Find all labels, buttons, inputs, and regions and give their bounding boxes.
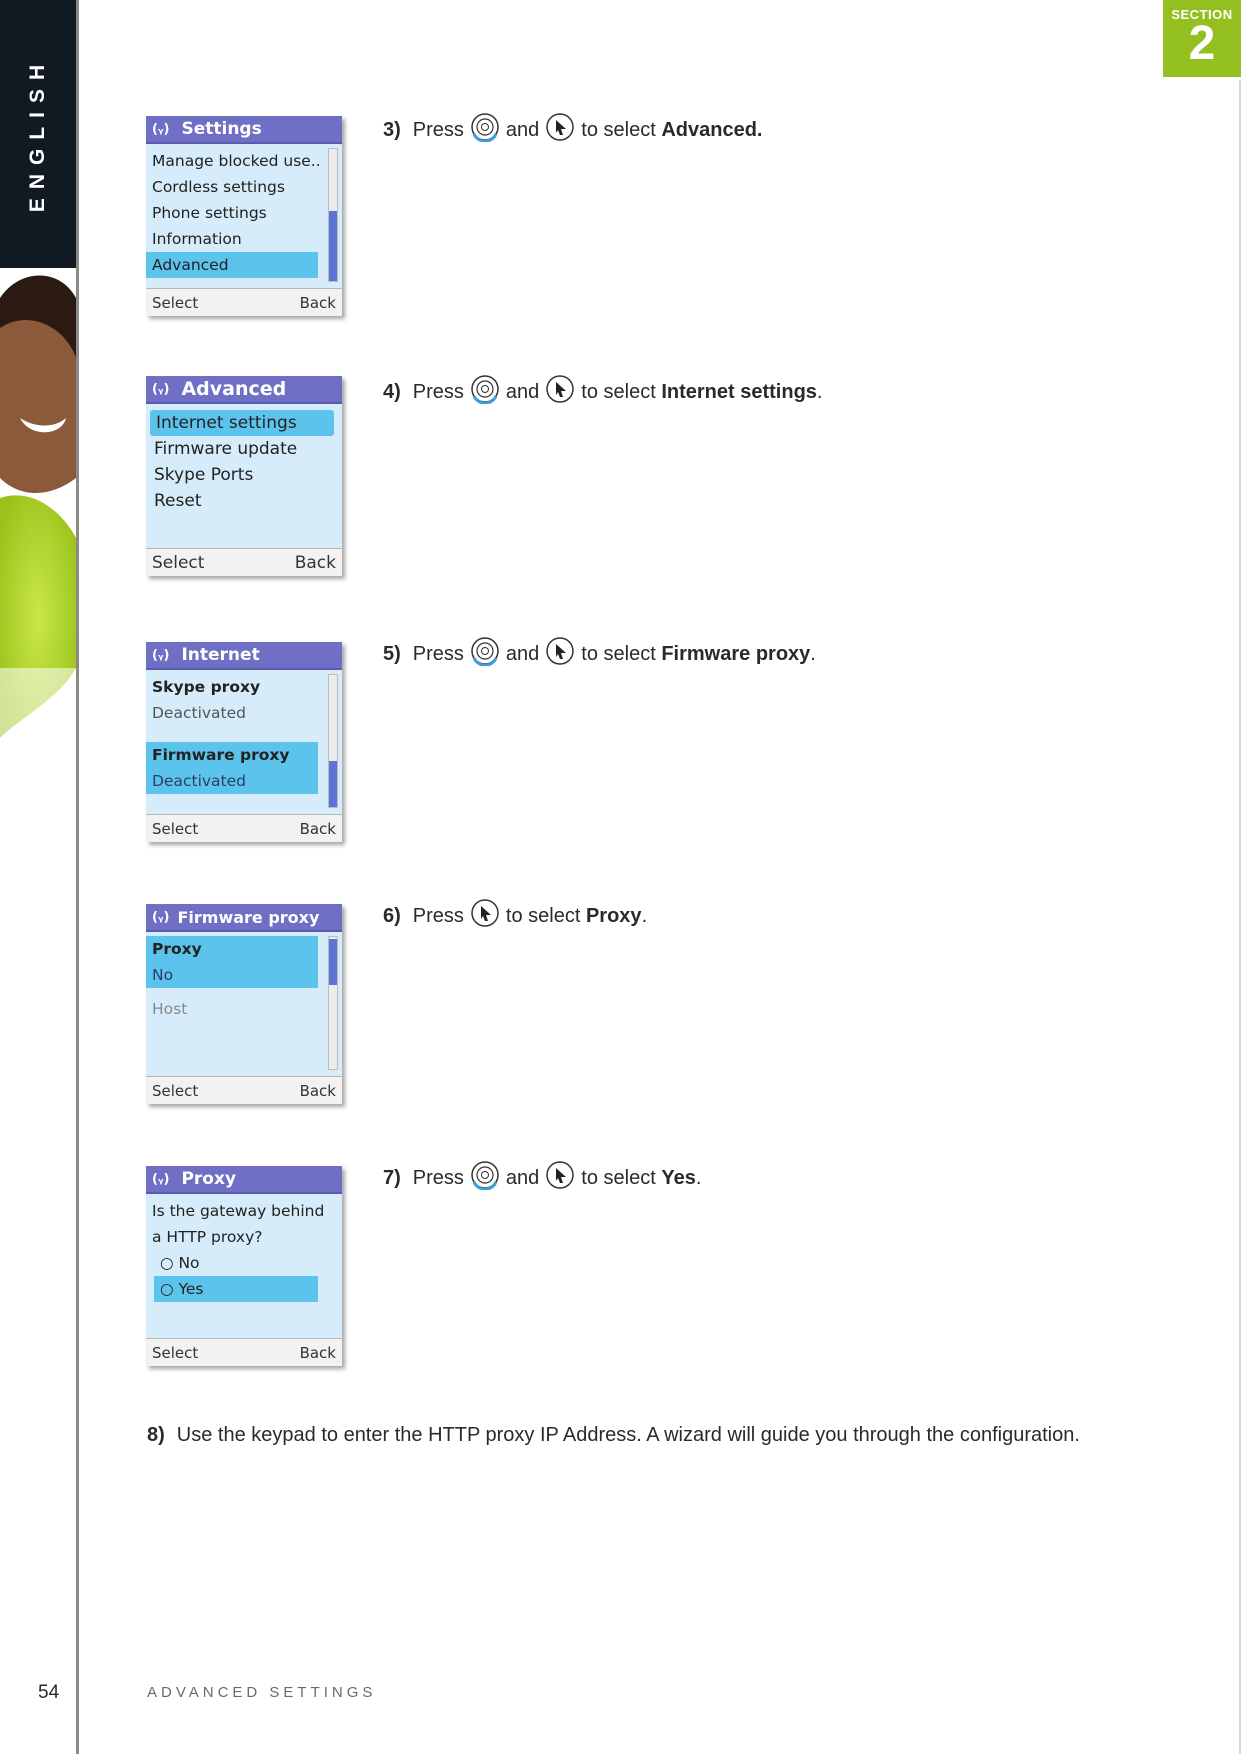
ok-key-icon bbox=[545, 374, 575, 410]
screen-title: Proxy bbox=[181, 1169, 237, 1189]
screen-header bbox=[146, 642, 342, 670]
step-target: Proxy bbox=[585, 904, 642, 927]
softkey-left: Select bbox=[152, 1081, 199, 1100]
screen-header bbox=[146, 116, 342, 144]
step-number: 7) bbox=[383, 1166, 401, 1189]
ok-key-icon bbox=[545, 636, 575, 672]
screen-header bbox=[146, 1166, 342, 1194]
menu-item-selected: Proxy bbox=[146, 936, 318, 962]
section-badge bbox=[1163, 0, 1241, 77]
step-text: Press bbox=[412, 1166, 464, 1189]
option-label: Yes bbox=[178, 1280, 204, 1298]
step-punct: . bbox=[641, 904, 648, 927]
step-number: 6) bbox=[383, 904, 401, 927]
radio-icon: ○ bbox=[160, 1254, 179, 1272]
softkey-right: Back bbox=[299, 819, 336, 838]
menu-item-value: No bbox=[146, 962, 318, 988]
softkey-left: Select bbox=[152, 819, 199, 838]
question-line: Is the gateway behind bbox=[152, 1202, 325, 1220]
page-footer: ADVANCED SETTINGS bbox=[147, 1684, 377, 1701]
step-text: and bbox=[505, 642, 540, 665]
menu-item-value: Deactivated bbox=[146, 768, 318, 794]
step-text: and bbox=[505, 1166, 540, 1189]
menu-item-selected: Advanced bbox=[146, 252, 318, 278]
step-text: Press bbox=[412, 380, 464, 403]
language-tab bbox=[0, 0, 76, 268]
antenna-icon: (ᵧ) bbox=[152, 381, 170, 397]
phone-screen-proxy bbox=[146, 1166, 342, 1366]
screen-title: Firmware proxy bbox=[177, 907, 320, 927]
screen-title: Advanced bbox=[181, 378, 287, 400]
step-punct: . bbox=[816, 380, 823, 403]
ok-key-icon bbox=[545, 112, 575, 148]
phone-screen-firmware-proxy bbox=[146, 904, 342, 1104]
step-text: and bbox=[505, 118, 540, 141]
phone-screen-internet bbox=[146, 642, 342, 842]
menu-item: Phone settings bbox=[152, 204, 267, 222]
step-3 bbox=[383, 112, 763, 148]
language-label: ENGLISH bbox=[26, 55, 49, 213]
step-punct: . bbox=[695, 1166, 702, 1189]
screen-title: Internet bbox=[181, 645, 260, 665]
menu-item: Reset bbox=[154, 491, 202, 511]
softkey-right: Back bbox=[299, 1081, 336, 1100]
radio-option-selected bbox=[154, 1276, 318, 1302]
menu-item-value: Deactivated bbox=[152, 704, 246, 722]
softkey-right: Back bbox=[299, 293, 336, 312]
menu-item: Skype Ports bbox=[154, 465, 254, 485]
step-number: 4) bbox=[383, 380, 401, 403]
menu-item-selected: Internet settings bbox=[150, 410, 334, 436]
antenna-icon: (ᵧ) bbox=[152, 1171, 170, 1187]
step-4 bbox=[383, 374, 822, 410]
navigation-key-icon bbox=[470, 112, 500, 148]
softkey-right: Back bbox=[299, 1343, 336, 1362]
sidebar bbox=[0, 0, 79, 1754]
phone-screen-advanced bbox=[146, 376, 342, 576]
antenna-icon: (ᵧ) bbox=[152, 909, 170, 925]
radio-icon: ○ bbox=[160, 1280, 179, 1298]
step-5 bbox=[383, 636, 816, 672]
step-8 bbox=[147, 1424, 1080, 1447]
step-target: Firmware proxy bbox=[661, 642, 811, 665]
step-text: to select bbox=[581, 1166, 656, 1189]
section-number: 2 bbox=[1188, 17, 1216, 70]
option-label: No bbox=[178, 1254, 200, 1272]
menu-item: Manage blocked use.. bbox=[152, 152, 321, 170]
menu-item: Host bbox=[152, 1000, 188, 1018]
step-target: Advanced. bbox=[661, 118, 763, 141]
step-number: 5) bbox=[383, 642, 401, 665]
step-text: Press bbox=[412, 118, 464, 141]
step-number: 3) bbox=[383, 118, 401, 141]
screen-header bbox=[146, 376, 342, 404]
screen-header bbox=[146, 904, 342, 932]
step-target: Yes bbox=[661, 1166, 696, 1189]
step-text: to select bbox=[581, 118, 656, 141]
step-text: Press bbox=[412, 642, 464, 665]
softkey-right: Back bbox=[294, 552, 336, 573]
radio-option bbox=[146, 1250, 342, 1276]
question-line: a HTTP proxy? bbox=[152, 1228, 263, 1246]
menu-item: Skype proxy bbox=[152, 678, 261, 696]
page-number: 54 bbox=[38, 1682, 60, 1703]
step-7 bbox=[383, 1160, 701, 1196]
section-label: SECTION bbox=[1171, 7, 1233, 22]
step-number: 8) bbox=[147, 1424, 165, 1446]
scrollbar bbox=[328, 674, 338, 808]
ok-key-icon bbox=[545, 1160, 575, 1196]
navigation-key-icon bbox=[470, 374, 500, 410]
menu-item: Firmware update bbox=[154, 439, 298, 459]
menu-item: Cordless settings bbox=[152, 178, 285, 196]
step-text: to select bbox=[581, 380, 656, 403]
navigation-key-icon bbox=[470, 1160, 500, 1196]
menu-item-selected: Firmware proxy bbox=[146, 742, 318, 768]
screen-title: Settings bbox=[181, 119, 262, 139]
step-text: to select bbox=[505, 904, 581, 927]
step-text: Use the keypad to enter the HTTP proxy IP Address. A wizard will guide you through the configuration. bbox=[176, 1424, 1080, 1446]
antenna-icon: (ᵧ) bbox=[152, 121, 170, 137]
step-punct: . bbox=[810, 642, 816, 665]
step-text: and bbox=[505, 380, 540, 403]
scrollbar bbox=[328, 148, 338, 282]
menu-item: Information bbox=[152, 230, 242, 248]
step-text: Press bbox=[412, 904, 464, 927]
antenna-icon: (ᵧ) bbox=[152, 647, 170, 663]
step-target: Internet settings bbox=[661, 380, 817, 403]
step-6 bbox=[383, 898, 647, 934]
softkey-left: Select bbox=[152, 552, 205, 573]
softkey-left: Select bbox=[152, 293, 199, 312]
softkey-left: Select bbox=[152, 1343, 199, 1362]
ok-key-icon bbox=[470, 898, 500, 934]
navigation-key-icon bbox=[470, 636, 500, 672]
step-text: to select bbox=[581, 642, 656, 665]
scrollbar bbox=[328, 936, 338, 1070]
phone-screen-settings bbox=[146, 116, 342, 316]
woman-photo bbox=[0, 268, 76, 744]
